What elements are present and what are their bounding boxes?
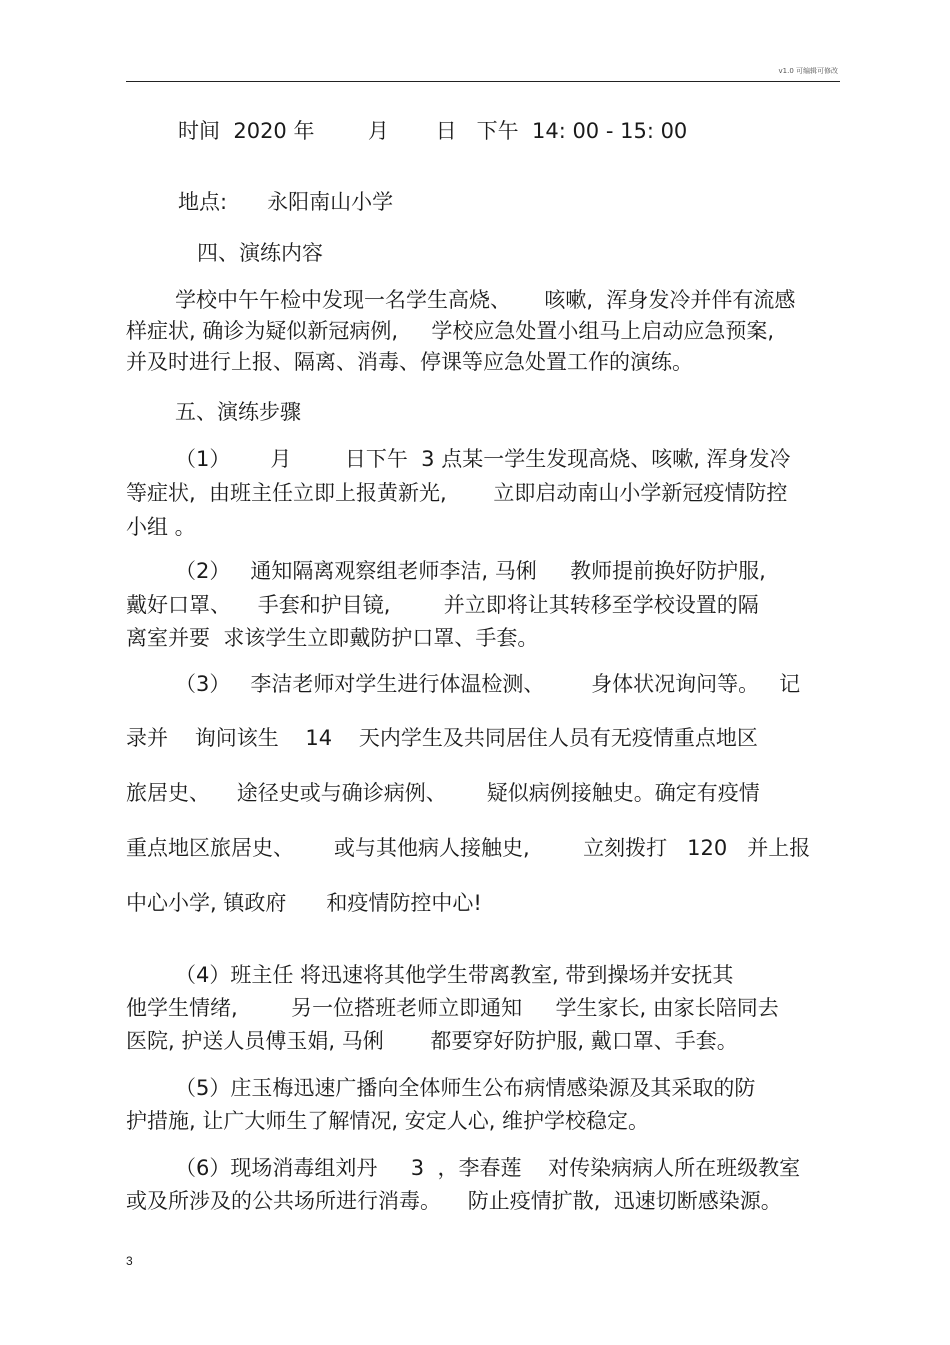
step-3-line: 中心小学, 镇政府 和疫情防控中心! [126, 891, 482, 915]
step-5-line: （5）庄玉梅迅速广播向全体师生公布病情感染源及其采取的防 [175, 1076, 756, 1100]
paragraph-line: 学校中午午检中发现一名学生高烧、 咳嗽, 浑身发冷并伴有流感 [175, 288, 796, 312]
page-number: 3 [126, 1254, 133, 1268]
paragraph-line: 样症状, 确诊为疑似新冠病例, 学校应急处置小组马上启动应急预案, [126, 319, 775, 343]
location-line: 地点: 永阳南山小学 [178, 190, 394, 214]
step-3-line: （3） 李洁老师对学生进行体温检测、 身体状况询问等。 记 [175, 672, 801, 696]
step-1-line: （1） 月 日下午 3 点某一学生发现高烧、咳嗽, 浑身发冷 [175, 447, 791, 471]
step-1-line: 小组 。 [126, 515, 196, 539]
section-heading-content: 四、演练内容 [197, 241, 323, 265]
step-4-line: 医院, 护送人员傅玉娟, 马俐 都要穿好防护服, 戴口罩、手套。 [126, 1029, 738, 1053]
step-4-line: 他学生情绪, 另一位搭班老师立即通知 学生家长, 由家长陪同去 [126, 996, 779, 1020]
step-2-line: 戴好口罩、 手套和护目镜, 并立即将让其转移至学校设置的隔 [126, 593, 759, 617]
step-1-line: 等症状, 由班主任立即上报黄新光, 立即启动南山小学新冠疫情防控 [126, 481, 788, 505]
step-3-line: 重点地区旅居史、 或与其他病人接触史, 立刻拨打 120 并上报 [126, 836, 811, 860]
step-5-line: 护措施, 让广大师生了解情况, 安定人心, 维护学校稳定。 [126, 1109, 650, 1133]
step-6-line: 或及所涉及的公共场所进行消毒。 防止疫情扩散, 迅速切断感染源。 [126, 1189, 782, 1213]
header-version-tag: v1.0 可编辑可修改 [778, 67, 838, 75]
step-2-line: 离室并要 求该学生立即戴防护口罩、手套。 [126, 626, 539, 650]
section-heading-steps: 五、演练步骤 [175, 400, 301, 424]
time-line: 时间 2020 年 月 日 下午 14: 00 - 15: 00 [178, 119, 688, 143]
paragraph-line: 并及时进行上报、隔离、消毒、停课等应急处置工作的演练。 [126, 350, 693, 374]
step-3-line: 旅居史、 途径史或与确诊病例、 疑似病例接触史。确定有疫情 [126, 781, 760, 805]
step-4-line: （4）班主任 将迅速将其他学生带离教室, 带到操场并安抚其 [175, 963, 734, 987]
header-rule [126, 81, 840, 82]
step-3-line: 录并 询问该生 14 天内学生及共同居住人员有无疫情重点地区 [126, 726, 758, 750]
step-6-line: （6）现场消毒组刘丹 3 ，李春莲 对传染病病人所在班级教室 [175, 1156, 801, 1180]
step-2-line: （2） 通知隔离观察组老师李洁, 马俐 教师提前换好防护服, [175, 559, 766, 583]
